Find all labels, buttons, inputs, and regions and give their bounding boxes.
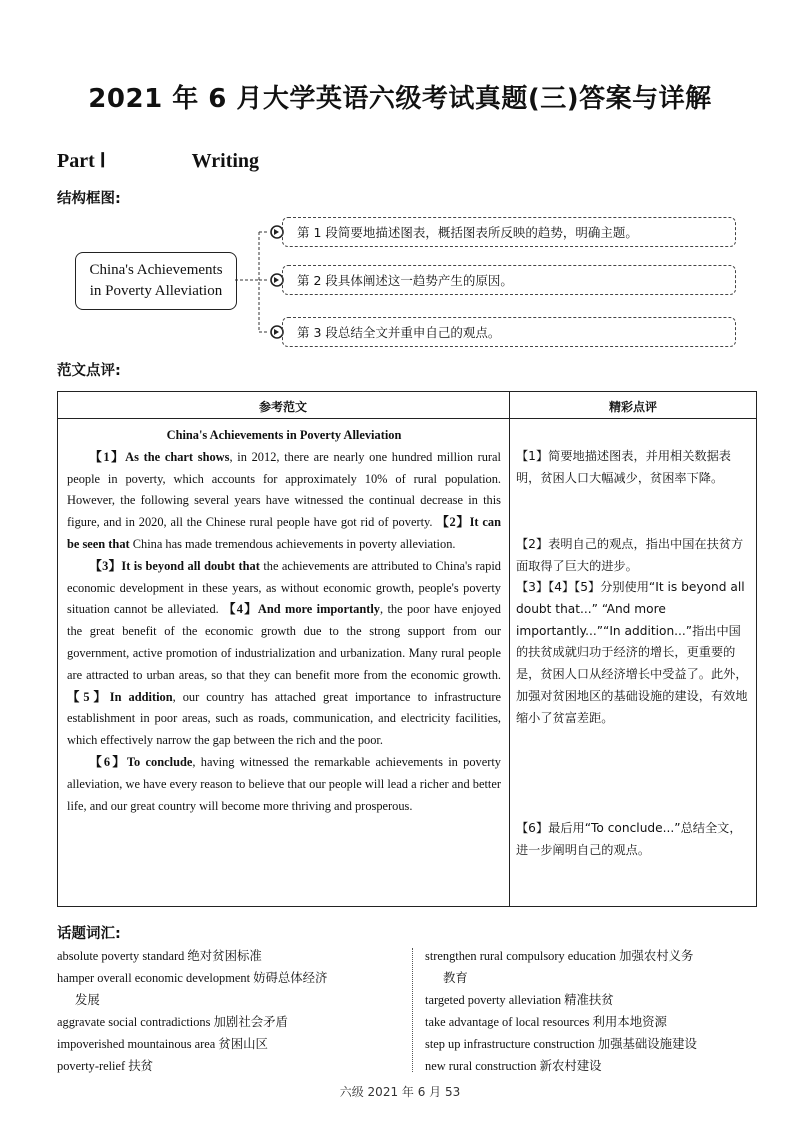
vocab-item: take advantage of local resources 利用本地资源 <box>425 1014 667 1029</box>
part-number: Part Ⅰ <box>57 150 106 172</box>
part-name: Writing <box>191 150 260 172</box>
part-heading <box>57 148 259 173</box>
col-header-comments: 精彩点评 <box>608 400 657 414</box>
structure-branch-1: 第 1 段简要地描述图表，概括图表所反映的趋势，明确主题。 <box>282 217 736 247</box>
comment-1: 【1】简要地描述图表，并用相关数据表明，贫困人口大幅减少，贫困率下降。 <box>516 449 731 485</box>
structure-branch-3: 第 3 段总结全文并重申自己的观点。 <box>282 317 736 347</box>
model-essay <box>67 425 501 817</box>
vocab-item: aggravate social contradictions 加剧社会矛盾 <box>57 1014 288 1029</box>
vocab-item: poverty-relief 扶贫 <box>57 1058 153 1073</box>
essay-title: China's Achievements in Poverty Alleviation <box>166 428 402 442</box>
vocab-label: 话题词汇: <box>57 926 121 942</box>
vocab-list-left <box>57 945 397 1077</box>
comment-4: 【6】最后用“To conclude...”总结全文，进一步阐明自己的观点。 <box>516 821 742 857</box>
review-label: 范文点评: <box>57 363 121 379</box>
structure-label: 结构框图: <box>57 191 121 207</box>
vocab-list-right <box>425 945 765 1077</box>
structure-branch-2: 第 2 段具体阐述这一趋势产生的原因。 <box>282 265 736 295</box>
vocab-item: impoverished mountainous area 贫困山区 <box>57 1036 268 1051</box>
comment-2: 【2】表明自己的观点，指出中国在扶贫方面取得了巨大的进步。 <box>516 537 744 573</box>
page-title: 2021 年 6 月大学英语六级考试真题(三)答案与详解 <box>88 84 712 114</box>
vocab-item: step up infrastructure construction 加强基础设施建设 <box>425 1036 697 1051</box>
vocab-item: hamper overall economic development 妨碍总体经济 <box>57 970 328 985</box>
center-line-1: China's Achievements <box>89 262 223 278</box>
structure-center-box <box>75 252 237 310</box>
vocab-item: absolute poverty standard 绝对贫困标准 <box>57 948 262 963</box>
vocab-item-continued: 教育 <box>443 970 468 985</box>
col-header-essay: 参考范文 <box>258 400 307 414</box>
header-divider <box>57 418 757 419</box>
vocab-item: strengthen rural compulsory education 加强农村义务 <box>425 948 694 963</box>
vocab-item: targeted poverty alleviation 精准扶贫 <box>425 992 614 1007</box>
vocab-divider <box>412 948 413 1072</box>
essay-paragraph-3: 【6】To conclude, having witnessed the remarkable achievements in poverty alleviation, we have every reason to believe that our people will lead a richer and better life, and our great country will become more thriving and prosperous. <box>67 754 501 813</box>
comment-3: 【3】【4】【5】分别使用“It is beyond all doubt that...” “And more importantly...”“In addition...”指出中国的扶贫成就归功于经济的增长，更重要的是，贫困人口从经济增长中受益了。此外，加强对贫困地区的基础设施的建设，有效地缩小了贫富差距。 <box>516 580 748 725</box>
essay-paragraph-1: 【1】As the chart shows, in 2012, there are nearly one hundred million rural people in poverty, which accounts for approximately 10% of rural population. However, the following several years have witnessed the continual decrease in this figure, and in 2020, all the Chinese rural people have got rid of poverty. 【2】It can be seen that China has made tremendous achievements in poverty alleviation. <box>67 449 501 551</box>
center-line-2: in Poverty Alleviation <box>89 283 223 299</box>
vocab-item: new rural construction 新农村建设 <box>425 1058 602 1073</box>
vocab-item-continued: 发展 <box>75 992 100 1007</box>
essay-paragraph-2: 【3】It is beyond all doubt that the achievements are attributed to China's rapid economic development in these years, as without economic growth, people's poverty situation cannot be alleviated. 【4】And more importantly, the poor have enjoyed the great benefit of the economic growth due to the strong support from our government, active promotion of industrialization and urbanization. Many rural people are attracted to urban areas, so that they can benefit more from the economic growth. 【5】In addition, our country has attached great importance to infrastructure establishment in poor areas, such as roads, communication, and electricity facilities, which effectively narrow the gap between the rich and the poor. <box>67 558 501 748</box>
column-divider <box>509 391 510 907</box>
page-footer: 六级 2021 年 6 月 53 <box>339 1085 461 1099</box>
